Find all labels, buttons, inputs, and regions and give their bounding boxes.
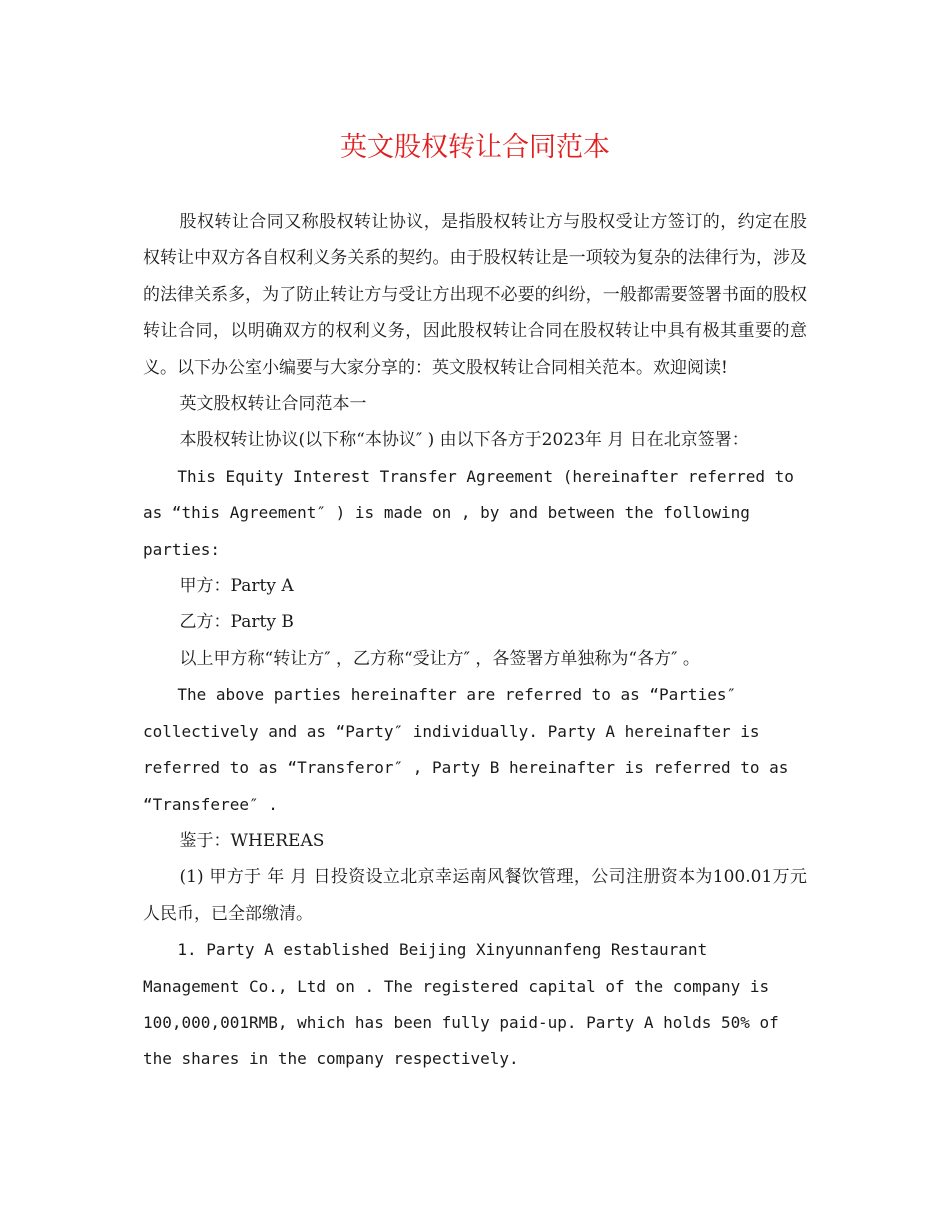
agreement-intro-cn: 本股权转让协议(以下称“本协议″ ) 由以下各方于2023年 月 日在北京签署： [179, 430, 749, 451]
document-body [143, 204, 807, 1078]
recital-1-en: 1. Party A established Beijing Xinyunnanfeng Restaurant Management Co., Ltd on . The registered capital of the company is 100,000,001RMB, which has been fully paid-up. Party A holds 50% of the shares in the company respectively. [143, 940, 779, 1069]
parties-definition-en: The above parties hereinafter are referred to as “Parties″ collectively and as “Party″ individually. Party A hereinafter is referred to as “Transferor″ , Party B hereinafter is referred to as “Transferee″ . [143, 685, 789, 814]
party-a-line: 甲方：Party A [179, 576, 294, 597]
section-heading: 英文股权转让合同范本一 [179, 394, 367, 415]
whereas-heading: 鉴于：WHEREAS [179, 830, 325, 851]
agreement-intro-en: This Equity Interest Transfer Agreement (hereinafter referred to as “this Agreement″ ) is made on , by and between the following parties: [143, 466, 794, 559]
party-b-line: 乙方：Party B [179, 612, 294, 633]
intro-paragraph: 股权转让合同又称股权转让协议，是指股权转让方与股权受让方签订的，约定在股权转让中双方各自权利义务关系的契约。由于股权转让是一项较为复杂的法律行为，涉及的法律关系多，为了防止转让方与受让方出现不必要的纠纷，一般都需要签署书面的股权转让合同，以明确双方的权利义务，因此股权转让合同在股权转让中具有极其重要的意义。以下办公室小编要与大家分享的：英文股权转让合同相关范本。欢迎阅读! [143, 212, 807, 378]
recital-1-cn: (1) 甲方于 年 月 日投资设立北京幸运南风餐饮管理，公司注册资本为100.01万元人民币，已全部缴清。 [143, 867, 807, 924]
document-title: 英文股权转让合同范本 [340, 132, 610, 163]
parties-definition-cn: 以上甲方称“转让方″ ，乙方称“受让方″ ，各签署方单独称为“各方″ 。 [179, 648, 700, 669]
